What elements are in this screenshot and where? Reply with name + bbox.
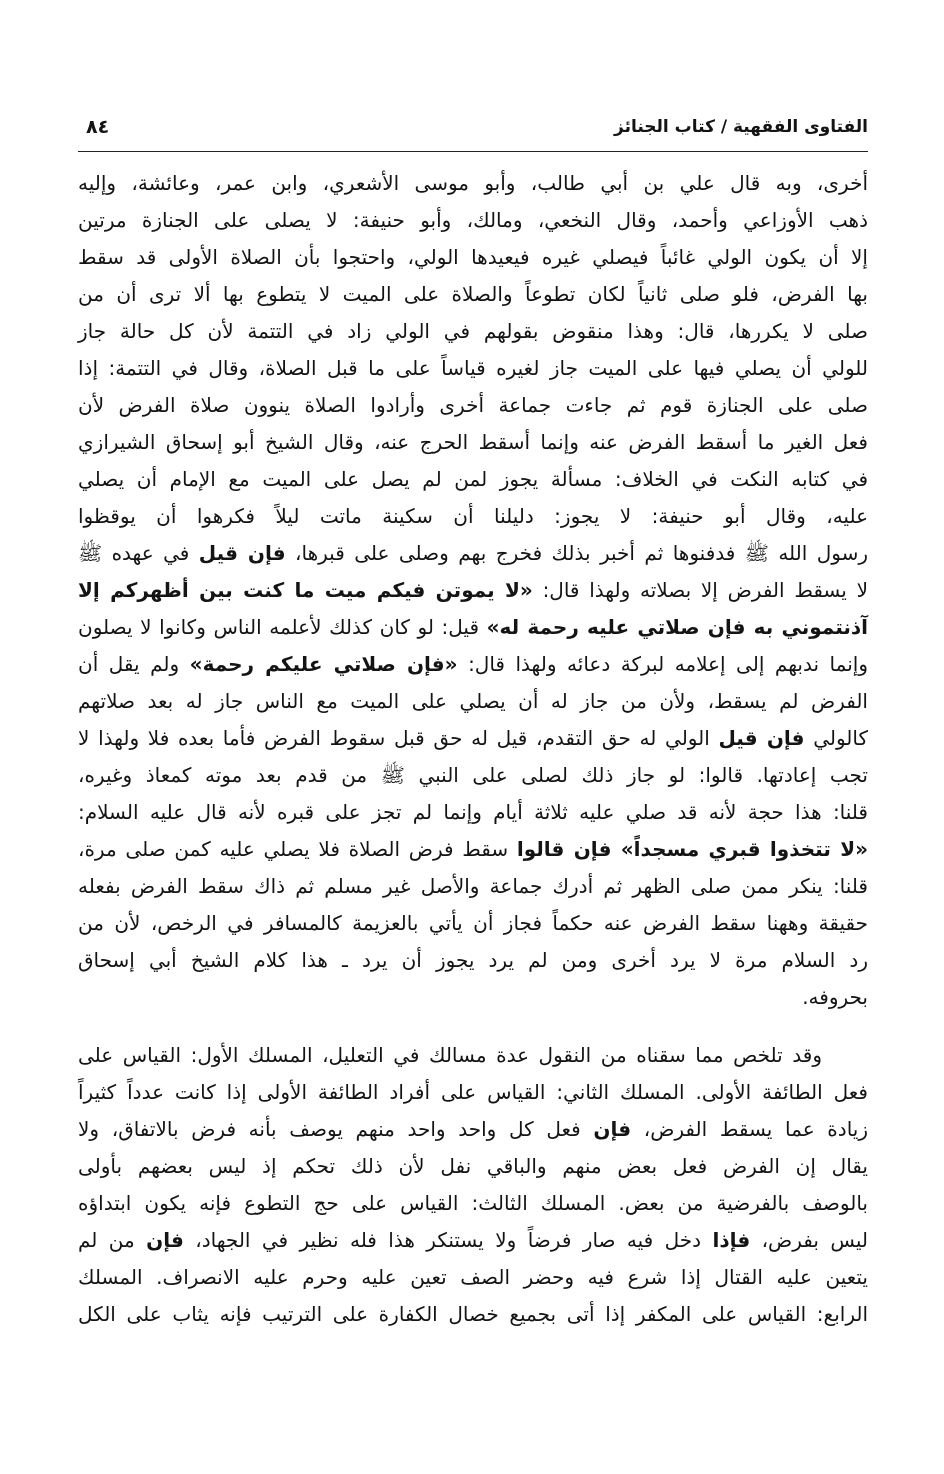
bold-phrase: فإن xyxy=(593,1117,632,1141)
text-line xyxy=(78,1185,868,1222)
text-line xyxy=(78,313,868,350)
bold-phrase: آذنتموني به فإن صلاتي عليه رحمة له» xyxy=(486,615,868,639)
text-segment: لا يسقط الفرض إلا بصلاته ولهذا قال: xyxy=(532,578,868,602)
text-line xyxy=(78,942,868,979)
text-segment: أخرى، وبه قال علي بن أبي طالب، وأبو موسى الأشعري، وابن عمر، وعائشة، وإليه xyxy=(78,171,868,195)
text-line xyxy=(78,757,868,794)
text-segment: دخل فيه صار فرضاً ولا يستنكر هذا فله نظير في الجهاد، xyxy=(183,1228,713,1252)
header-rule xyxy=(78,151,868,152)
text-segment: فعل الغير ما أسقط الفرض عنه وإنما أسقط الحرج عنه، وقال الشيخ أبو إسحاق الشيرازي xyxy=(78,430,868,454)
text-segment: رد السلام مرة لا يرد أخرى ومن لم يرد يجوز أن يرد ـ هذا كلام الشيخ أبي إسحاق xyxy=(78,948,868,972)
text-line xyxy=(78,461,868,498)
text-line xyxy=(78,1148,868,1185)
text-segment: وقد تلخص مما سقناه من النقول عدة مسالك في التعليل، المسلك الأول: القياس على xyxy=(78,1043,822,1067)
paragraph xyxy=(78,1037,868,1333)
text-segment: بالوصف بالفرضية من بعض. المسلك الثالث: القياس على حج التطوع فإنه يكون ابتداؤه xyxy=(78,1191,868,1215)
text-line xyxy=(78,868,868,905)
text-line xyxy=(78,1296,868,1333)
text-line xyxy=(78,794,868,831)
text-line xyxy=(78,424,868,461)
text-line xyxy=(78,646,868,683)
text-segment: صلى لا يكررها، قال: وهذا منقوض بقولهم في الولي زاد في التتمة لأن كل حالة جاز xyxy=(78,319,868,343)
text-segment: الفرض لم يسقط، ولأن من جاز له أن يصلي على الميت مع الناس جاز له بعد صلاتهم xyxy=(78,689,868,713)
running-head-title: الفتاوى الفقهية / كتاب الجنائز xyxy=(614,117,868,137)
text-line xyxy=(78,1111,868,1148)
text-segment: ذهب الأوزاعي وأحمد، وقال النخعي، ومالك، وأبو حنيفة: لا يصلى على الجنازة مرتين xyxy=(78,208,868,232)
text-line xyxy=(78,905,868,942)
text-segment: حقيقة وههنا سقط الفرض عنه حكماً فجاز أن يأتي بالعزيمة كالمسافر في الرخص، لأن من xyxy=(78,911,868,935)
text-segment: بحروفه. xyxy=(802,985,868,1009)
text-segment: تجب إعادتها. قالوا: لو جاز ذلك لصلى على النبي ﷺ من قدم بعد موته كمعاذ وغيره، xyxy=(78,763,868,787)
text-line xyxy=(78,831,868,868)
paragraph xyxy=(78,165,868,1016)
text-line xyxy=(78,498,868,535)
text-segment: وإنما ندبهم إلى إعلامه لبركة دعائه ولهذا قال: xyxy=(457,652,868,676)
bold-phrase: فإذا xyxy=(712,1228,751,1252)
text-line xyxy=(78,572,868,609)
text-line xyxy=(78,165,868,202)
text-segment: إلا أن يكون الولي غائباً فيصلي غيره فيعيدها الولي، واحتجوا بأن الصلاة الأولى قد سقط xyxy=(78,245,868,269)
body-text xyxy=(78,165,868,1333)
text-line xyxy=(78,239,868,276)
text-line xyxy=(78,387,868,424)
text-line xyxy=(78,202,868,239)
text-segment: بها الفرض، فلو صلى ثانياً لكان تطوعاً والصلاة على الميت لا يتطوع بها ألا ترى أن من xyxy=(78,282,868,306)
text-segment: رسول الله ﷺ فدفنوها ثم أخبر بذلك فخرج بهم وصلى على قبرها، xyxy=(285,541,869,565)
bold-phrase: «لا تتخذوا قبري مسجداً» فإن قالوا xyxy=(516,837,869,861)
text-line xyxy=(78,720,868,757)
bold-phrase: «فإن صلاتي عليكم رحمة» xyxy=(189,652,458,676)
text-segment: صلى على الجنازة قوم ثم جاءت جماعة أخرى وأرادوا الصلاة ينوون صلاة الفرض لأن xyxy=(78,393,868,417)
text-segment: قيل: لو كان كذلك لأعلمه الناس وكانوا لا يصلون xyxy=(78,615,487,639)
bold-phrase: فإن xyxy=(146,1228,184,1252)
text-line xyxy=(78,979,868,1016)
text-segment: فعل الطائفة الأولى. المسلك الثاني: القياس على أفراد الطائفة الأولى إذا كانت عدداً كثيراً xyxy=(78,1080,868,1104)
text-segment: عليه، وقال أبو حنيفة: لا يجوز: دليلنا أن سكينة ماتت ليلاً فكرهوا أن يوقظوا xyxy=(78,504,868,528)
text-segment: يقال إن الفرض فعل بعض منهم والباقي نفل لأن ذلك تحكم إذ ليس بعضهم بأولى xyxy=(78,1154,868,1178)
text-segment: في كتابه النكت في الخلاف: مسألة يجوز لمن لم يصل على الميت مع الإمام أن يصلي xyxy=(78,467,868,491)
text-segment: في عهده ﷺ xyxy=(78,541,199,565)
bold-phrase: فإن قيل xyxy=(198,541,286,565)
text-line xyxy=(78,1222,868,1259)
text-segment: فعل كل واحد واحد منهم يوصف بأنه فرض بالاتفاق، ولا xyxy=(78,1117,594,1141)
text-line xyxy=(78,1259,868,1296)
text-line xyxy=(78,276,868,313)
text-segment: ليس بفرض، xyxy=(750,1228,868,1252)
text-segment: سقط فرض الصلاة فلا يصلي عليه كمن صلى مرة، xyxy=(78,837,517,861)
text-line xyxy=(78,1037,868,1074)
text-segment: ولم يقل أن xyxy=(78,652,190,676)
text-line xyxy=(78,535,868,572)
text-segment: زيادة عما يسقط الفرض، xyxy=(631,1117,869,1141)
text-segment: قلنا: ينكر ممن صلى الظهر ثم أدرك جماعة والأصل غير مسلم ثم ذاك سقط الفرض بفعله xyxy=(78,874,868,898)
text-segment: قلنا: هذا حجة لأنه قد صلي عليه ثلاثة أيام وإنما لم تجز على قبره لأنه قال عليه السلام: xyxy=(78,800,868,824)
text-line xyxy=(78,350,868,387)
text-segment: كالولي xyxy=(804,726,869,750)
text-segment: يتعين عليه القتال إذا شرع فيه وحضر الصف تعين عليه وحرم عليه الانصراف. المسلك xyxy=(78,1265,868,1289)
text-segment: من لم xyxy=(78,1228,147,1252)
text-segment: الرابع: القياس على المكفر إذا أتى بجميع خصال الكفارة على الترتيب فإنه يثاب على الكل xyxy=(78,1302,868,1326)
text-line xyxy=(78,683,868,720)
bold-phrase: «لا يموتن فيكم ميت ما كنت بين أظهركم إلا xyxy=(78,578,533,602)
page-number: ٨٤ xyxy=(86,116,110,138)
text-segment: الولي له حق التقدم، قيل له حق قبل سقوط الفرض فأما بعده فلا ولهذا لا xyxy=(78,726,719,750)
bold-phrase: فإن قيل xyxy=(718,726,805,750)
text-line xyxy=(78,609,868,646)
text-line xyxy=(78,1074,868,1111)
text-segment: للولي أن يصلي فيها على الميت جاز لغيره قياساً على ما قبل الصلاة، وقال في التتمة: إذا xyxy=(78,356,868,380)
